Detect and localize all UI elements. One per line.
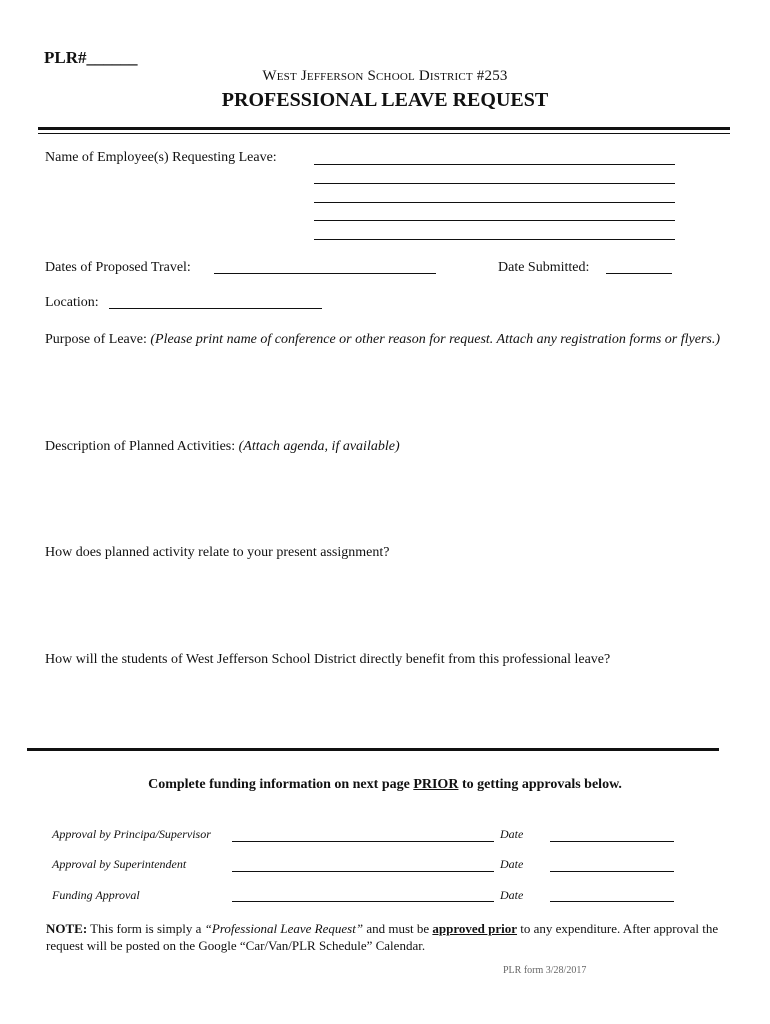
- employee-name-line-3[interactable]: [314, 202, 675, 203]
- funding-approval-date-label: Date: [500, 888, 524, 902]
- relate-answer-area[interactable]: [45, 568, 735, 643]
- funding-approval-label: Funding Approval: [52, 888, 140, 902]
- employee-name-line-5[interactable]: [314, 239, 675, 240]
- relate-question: How does planned activity relate to your present assignment?: [45, 545, 390, 560]
- travel-dates-field[interactable]: [214, 273, 436, 274]
- approval-superintendent-label: Approval by Superintendent: [52, 857, 187, 871]
- section-divider: [27, 748, 719, 751]
- note-text-3: to any expenditure. After approval the request will be posted on the Google “Car/Van/PLR Schedule” Calendar.: [46, 921, 719, 953]
- approval-principal-date-label: Date: [500, 827, 524, 841]
- note-text-2: and must be: [363, 921, 433, 936]
- note-quoted: “Professional Leave Request”: [204, 921, 364, 936]
- activities-answer-area[interactable]: [45, 462, 735, 537]
- activities-note: (Attach agenda, if available): [238, 439, 400, 454]
- date-submitted-field[interactable]: [606, 273, 672, 274]
- benefit-question: How will the students of West Jefferson School District directly benefit from this professional leave?: [45, 652, 611, 667]
- approval-principal-signature[interactable]: [232, 841, 494, 842]
- travel-dates-label: Dates of Proposed Travel:: [45, 260, 191, 275]
- date-submitted-label: Date Submitted:: [498, 260, 590, 275]
- activities-label: Description of Planned Activities:: [45, 439, 236, 454]
- approval-superintendent-signature[interactable]: [232, 871, 494, 872]
- approval-principal-label: Approval by Principa/Supervisor: [52, 827, 211, 841]
- header-divider-thin: [38, 133, 730, 134]
- note-text-1: This form is simply a: [87, 921, 205, 936]
- funding-text-before: Complete funding information on next page: [148, 777, 414, 792]
- funding-approval-date[interactable]: [550, 901, 674, 902]
- header-divider: [38, 127, 730, 130]
- district-name: West Jefferson School District #253: [262, 68, 508, 84]
- funding-instruction: [0, 777, 770, 793]
- activities-block: [45, 439, 400, 455]
- purpose-answer-area[interactable]: [45, 370, 735, 430]
- employee-name-line-1[interactable]: [314, 164, 675, 165]
- funding-prior: PRIOR: [413, 777, 459, 792]
- funding-approval-signature[interactable]: [232, 901, 494, 902]
- approval-superintendent-date-label: Date: [500, 857, 524, 871]
- location-field[interactable]: [109, 308, 322, 309]
- approval-superintendent-date[interactable]: [550, 871, 674, 872]
- approval-principal-date[interactable]: [550, 841, 674, 842]
- employee-name-line-2[interactable]: [314, 183, 675, 184]
- purpose-block: [45, 331, 735, 349]
- employee-name-line-4[interactable]: [314, 220, 675, 221]
- note-prefix: NOTE:: [46, 921, 88, 936]
- plr-number: PLR#______: [44, 48, 138, 67]
- funding-text-after: to getting approvals below.: [458, 777, 622, 792]
- purpose-note: (Please print name of conference or other reason for request. Attach any registration forms or flyers.): [150, 332, 721, 347]
- page-title: PROFESSIONAL LEAVE REQUEST: [221, 89, 549, 111]
- note-approved: approved prior: [432, 921, 518, 936]
- purpose-label: Purpose of Leave:: [45, 332, 147, 347]
- benefit-answer-area[interactable]: [45, 675, 735, 740]
- form-version-footer: PLR form 3/28/2017: [503, 965, 587, 976]
- location-label: Location:: [45, 295, 99, 310]
- employee-label: Name of Employee(s) Requesting Leave:: [45, 150, 277, 165]
- note-paragraph: [46, 920, 736, 954]
